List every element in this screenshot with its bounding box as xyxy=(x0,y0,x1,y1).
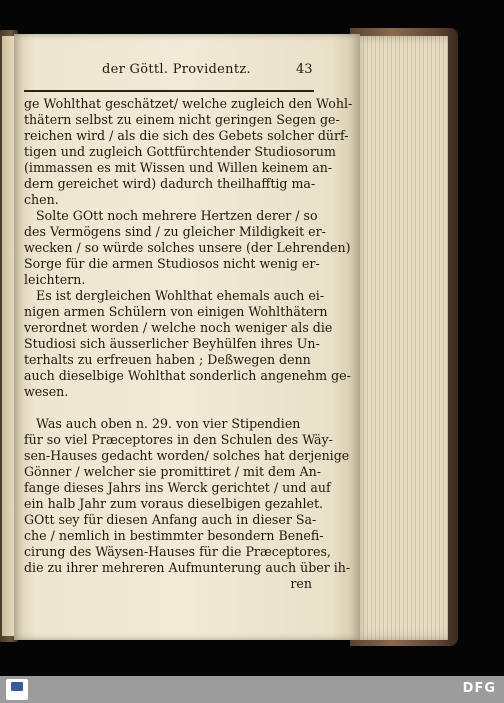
catchword: ren xyxy=(290,576,312,591)
text-line: reichen wird / als die sich des Gebets solcher dürf- xyxy=(24,128,349,143)
page-stack xyxy=(352,36,448,640)
text-line: Sorge für die armen Studiosos nicht wenig er- xyxy=(24,256,320,271)
library-logo-icon[interactable] xyxy=(6,679,28,700)
text-line: des Vermögens sind / zu gleicher Mildigkeit er- xyxy=(24,224,326,239)
page-number: 43 xyxy=(296,62,313,77)
text-line: für so viel Præceptores in den Schulen des Wäy- xyxy=(24,432,333,447)
book-page xyxy=(14,34,360,640)
paragraph-gap xyxy=(24,400,316,416)
text-line: Solte GOtt noch mehrere Hertzen derer / so xyxy=(36,208,318,223)
text-line: cirung des Wäysen-Hauses für die Præceptores, xyxy=(24,544,331,559)
text-line: die zu ihrer mehreren Aufmunterung auch über ih- xyxy=(24,560,351,575)
text-line: auch dieselbige Wohlthat sonderlich angenehm ge- xyxy=(24,368,351,383)
text-line: Es ist dergleichen Wohlthat ehemals auch ei- xyxy=(36,288,325,303)
text-line: Studiosi sich äusserlicher Beyhülfen ihres Un- xyxy=(24,336,320,351)
text-line: nigen armen Schülern von einigen Wohlthätern xyxy=(24,304,328,319)
dfg-logo[interactable]: DFG xyxy=(462,681,496,696)
text-line: Gönner / welcher sie promittiret / mit dem An- xyxy=(24,464,321,479)
text-line: sen-Hauses gedacht worden/ solches hat derjenige xyxy=(24,448,350,463)
body-text xyxy=(24,96,353,592)
text-line: wesen. xyxy=(24,384,69,399)
text-line: tigen und zugleich Gottfürchtender Studiosorum xyxy=(24,144,336,159)
text-line: ge Wohlthat geschätzet/ welche zugleich den Wohl- xyxy=(24,96,353,111)
text-line: chen. xyxy=(24,192,59,207)
left-page-edge xyxy=(2,36,14,636)
text-line: leichtern. xyxy=(24,272,86,287)
running-head xyxy=(14,62,360,84)
header-rule xyxy=(24,90,314,92)
text-line: ein halb Jahr zum voraus dieselbigen gezahlet. xyxy=(24,496,324,511)
text-line: che / nemlich in bestimmter besondern Benefi- xyxy=(24,528,324,543)
text-line: (immassen es mit Wissen und Willen keinem an- xyxy=(24,160,333,175)
text-line: thätern selbst zu einem nicht geringen Segen ge- xyxy=(24,112,340,127)
running-title: der Göttl. Providentz. xyxy=(102,62,251,77)
text-line: wecken / so würde solches unsere (der Lehrenden) xyxy=(24,240,351,255)
text-line: Was auch oben n. 29. von vier Stipendien xyxy=(36,416,301,431)
text-line: GOtt sey für diesen Anfang auch in dieser Sa- xyxy=(24,512,317,527)
text-line: terhalts zu erfreuen haben ; Deßwegen denn xyxy=(24,352,311,367)
text-line: fange dieses Jahrs ins Werck gerichtet / und auf xyxy=(24,480,331,495)
text-line: dern gereichet wird) dadurch theilhafftig ma- xyxy=(24,176,316,191)
viewer-footer xyxy=(0,676,504,703)
text-line: verordnet worden / welche noch weniger als die xyxy=(24,320,333,335)
